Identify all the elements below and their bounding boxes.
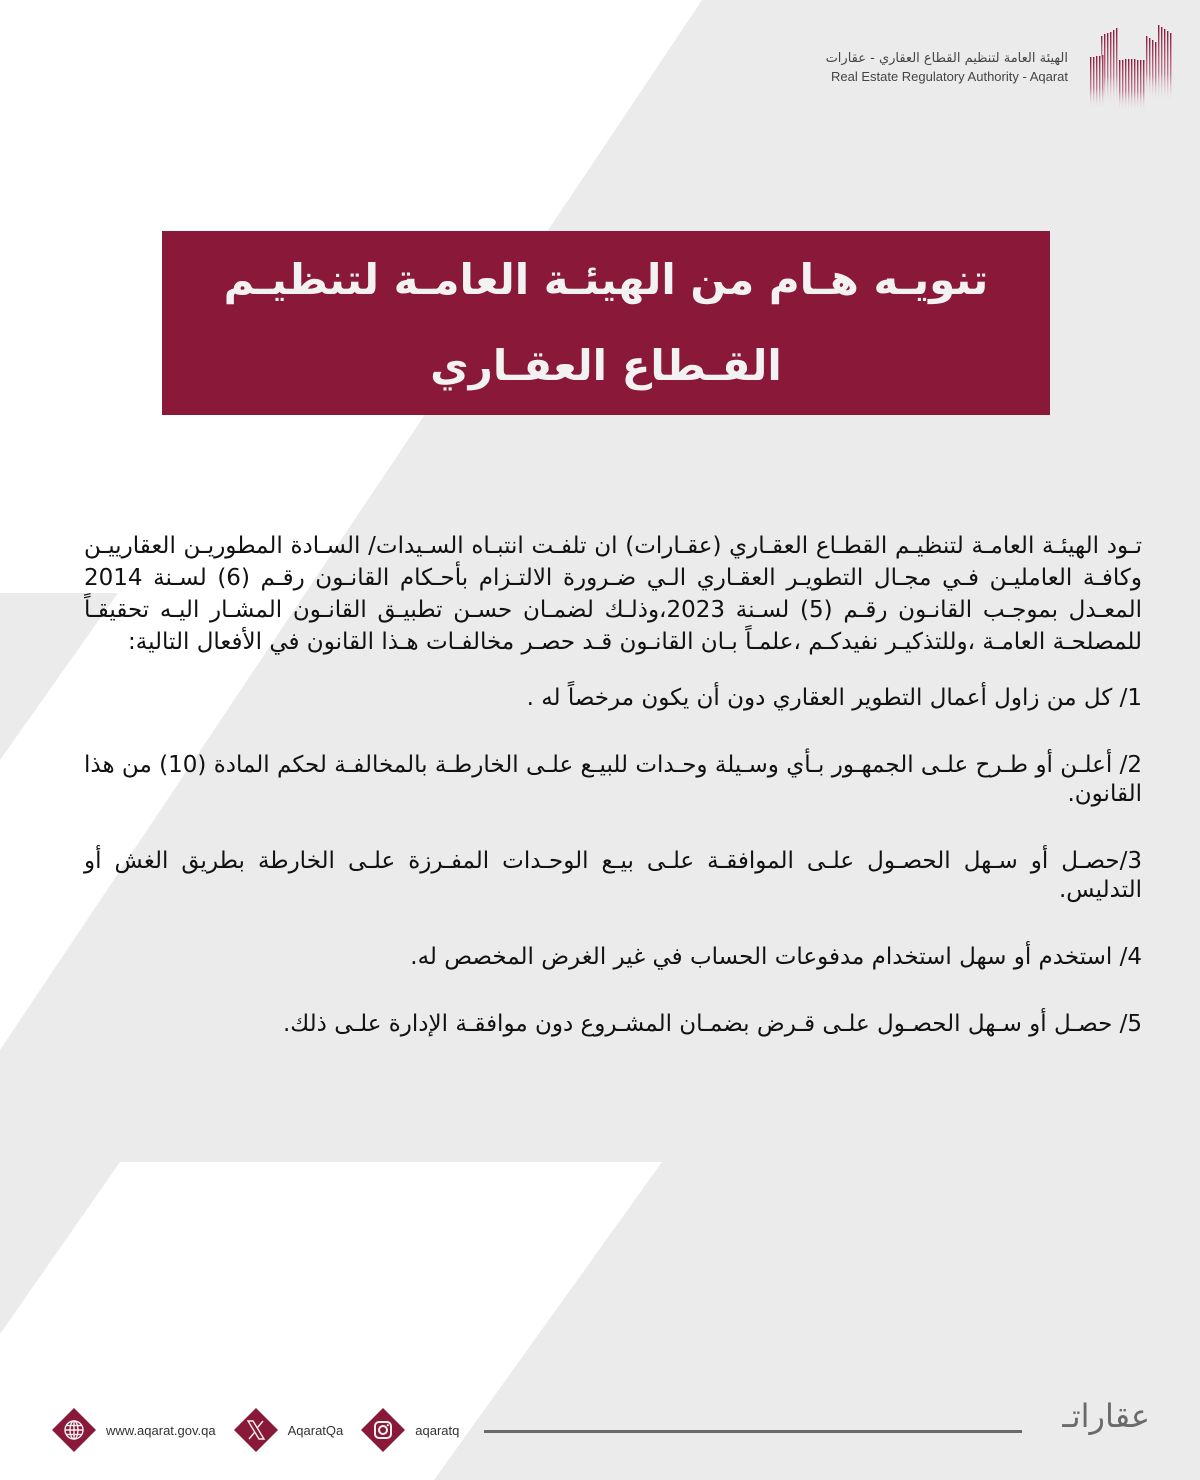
website-link[interactable] [52, 1408, 216, 1452]
website-label: www.aqarat.gov.qa [106, 1422, 216, 1438]
x-link[interactable] [234, 1408, 344, 1452]
x-label: AqaratQa [287, 1422, 344, 1438]
aqarat-logo-icon [1088, 22, 1174, 114]
title-banner [162, 231, 1050, 415]
notice-intro-paragraph: تـود الهيئـة العامـة لتنظيـم القطـاع العقـاري (عقـارات) ان تلفـت انتبـاه السـيدات/ السـادة المطوريـن العقارييـن وكافـة العامليـن فـي مجـال التطويـر العقـاري الـي ضـرورة الالتـزام بأحـكام القانـون رقـم (6) لسـنة 2014 المعـدل بموجـب القانـون رقـم (5) لسـنة 2023،وذلـك لضمـان حسـن تطبيـق القانـون المشـار اليـه تحقيقـاً للمصلحـة العامـة ،وللتذكيـر نفيدكـم ،علمـاً بـان القانـون قـد حصـر مخالفـات هـذا القانون في الأفعال التالية: [84, 533, 1142, 655]
banner-title-line-1: تنويـه هـام من الهيئـة العامـة لتنظيـم [223, 255, 989, 304]
footer-social-links [52, 1408, 463, 1452]
violation-item-2: 2/ أعلـن أو طـرح علـى الجمهـور بـأي وسـيلة وحـدات للبيـع علـى الخارطـة بالمخالفـة لحكم المادة (10) من هذا القانون. [84, 752, 1143, 807]
org-name-ar: الهيئة العامة لتنظيم القطاع العقاري - عقارات [825, 51, 1068, 66]
violation-item-4: 4/ استخدم أو سهل استخدام مدفوعات الحساب في غير الغرض المخصص له. [410, 944, 1142, 970]
instagram-link[interactable] [361, 1408, 459, 1452]
notice-body [84, 530, 1142, 1077]
instagram-label: aqaratq [415, 1422, 460, 1438]
violation-item-1: 1/ كل من زاول أعمال التطوير العقاري دون أن يكون مرخصاً له . [526, 685, 1142, 711]
instagram-icon [361, 1408, 405, 1452]
x-icon [234, 1408, 278, 1452]
banner-title-line-2: القـطاع العقـاري [430, 341, 782, 390]
header-logo [826, 22, 1174, 114]
org-name-en: Real Estate Regulatory Authority - Aqarat [830, 69, 1068, 84]
violation-item-3: 3/حصـل أو سـهل الحصـول علـى الموافقـة علـى بيـع الوحـدات المفـرزة علـى الخارطة بطريق الغش أو التدليس. [84, 848, 1142, 903]
footer-brand-wordmark: عقاراتـ [1062, 1397, 1150, 1435]
violation-item-5: 5/ حصـل أو سـهل الحصـول علـى قـرض بضمـان المشـروع دون موافقـة الإدارة علـى ذلك. [282, 1011, 1142, 1037]
globe-icon [52, 1408, 96, 1452]
footer-divider-line [484, 1430, 1022, 1433]
org-name [826, 50, 1068, 86]
